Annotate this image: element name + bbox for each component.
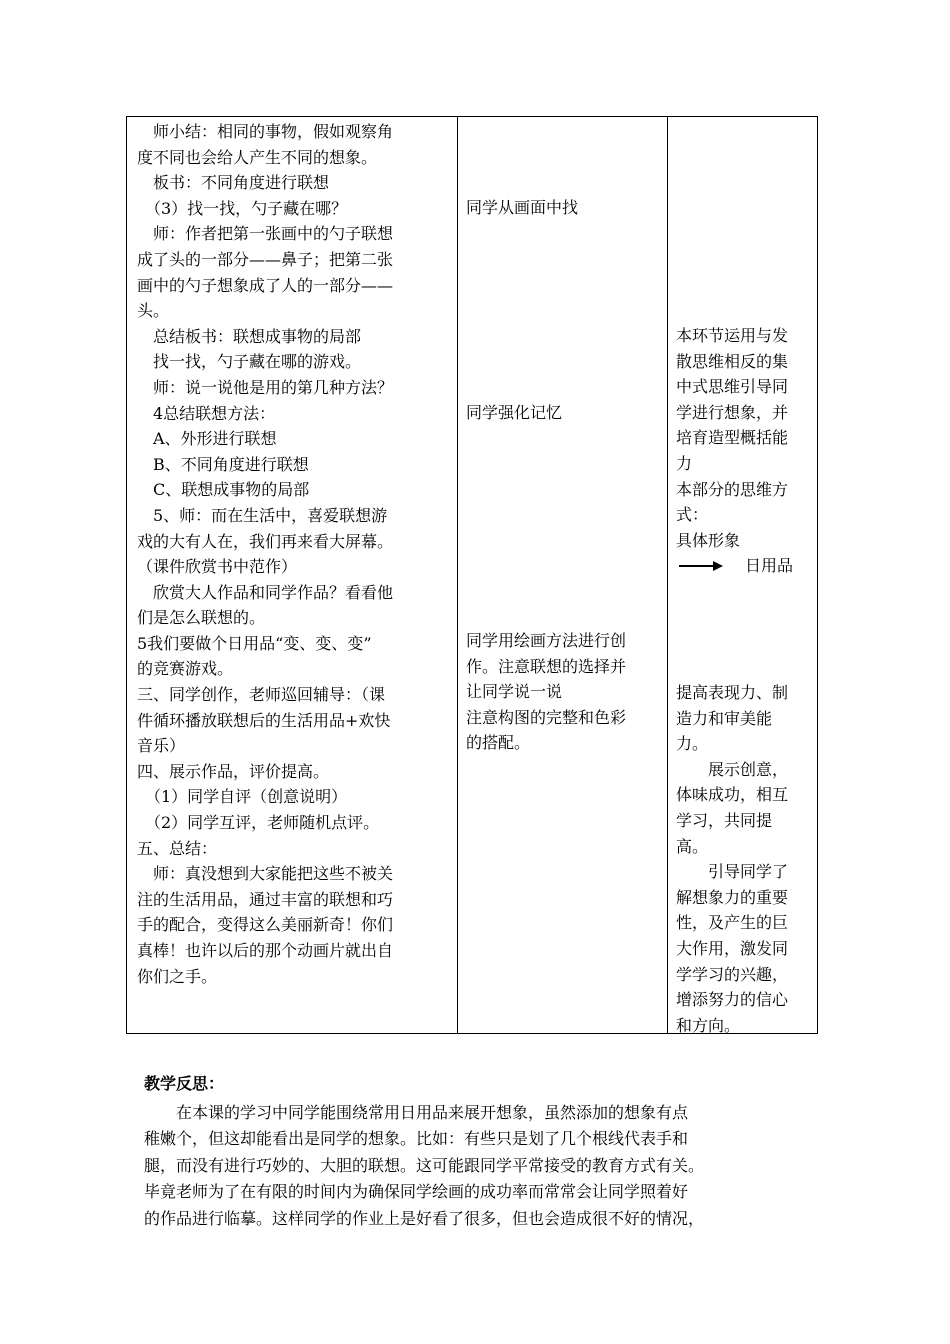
text-line: 五、总结：	[137, 838, 218, 858]
design-intent-a	[676, 323, 788, 553]
text-line: 培育造型概括能	[676, 428, 789, 448]
design-intent-b	[676, 680, 788, 1038]
text-line: （课件欣赏书中范作）	[137, 557, 298, 577]
text-line: 增添努力的信心	[676, 990, 789, 1010]
text-line: 戏的大有人在，我们再来看大屏幕。	[137, 531, 394, 551]
text-line: A、外形进行联想	[137, 429, 277, 449]
student-activity-b: 同学强化记忆	[466, 403, 563, 422]
text-line: 造力和审美能	[676, 708, 773, 728]
teacher-activity-text	[137, 119, 455, 989]
teacher-activity-column	[137, 119, 455, 989]
text-line: 师：说一说他是用的第几种方法？	[137, 377, 394, 397]
text-line: 注的生活用品，通过丰富的联想和巧	[137, 889, 394, 909]
text-line: 引导同学了	[676, 862, 789, 882]
student-activity-c	[466, 628, 626, 756]
text-line: 手的配合，变得这么美丽新奇！你们	[137, 915, 394, 935]
text-line: 画中的勺子想象成了人的一部分——	[137, 275, 394, 295]
text-line: 学进行想象，并	[676, 402, 789, 422]
text-line: 欣赏大人作品和同学作品？看看他	[137, 582, 394, 602]
text-line: 本部分的思维方	[676, 479, 789, 499]
text-line: 度不同也会给人产生不同的想象。	[137, 147, 378, 167]
reflection-heading: 教学反思：	[144, 1074, 225, 1093]
text-line: 稚嫩个，但这却能看出是同学的想象。比如：有些只是划了几个根线代表手和	[144, 1129, 689, 1148]
column-divider	[457, 117, 458, 1033]
text-line: 高。	[676, 836, 709, 856]
thinking-arrow-row	[676, 553, 793, 579]
text-line: 毕竟老师为了在有限的时间内为确保同学绘画的成功率而常常会让同学照着好	[144, 1182, 689, 1201]
text-line: 让同学说一说	[466, 682, 563, 702]
text-line: 式：	[676, 505, 709, 525]
text-line: 腿，而没有进行巧妙的、大胆的联想。这可能跟同学平常接受的教育方式有关。	[144, 1155, 705, 1175]
text-line: 在本课的学习中同学能围绕常用日用品来展开想象，虽然添加的想象有点	[144, 1102, 689, 1122]
lesson-table	[126, 116, 818, 1034]
column-divider	[667, 117, 668, 1033]
text-line: 散思维相反的集	[676, 351, 789, 371]
text-line: 四、展示作品，评价提高。	[137, 761, 330, 781]
text-line: 同学用绘画方法进行创	[466, 631, 627, 650]
text-line: 学习，共同提	[676, 810, 773, 830]
text-line: 力。	[676, 734, 709, 754]
text-line: 学学习的兴趣，	[676, 964, 789, 984]
text-line: 作。注意联想的选择并	[466, 656, 627, 676]
text-line: 展示创意，	[676, 759, 789, 779]
text-line: 注意构图的完整和色彩	[466, 707, 627, 727]
text-line: 师：作者把第一张画中的勺子联想	[137, 224, 394, 244]
teaching-reflection	[144, 1071, 824, 1232]
text-line: 5、师：而在生活中，喜爱联想游	[137, 505, 388, 525]
text-line: 中式思维引导同	[676, 377, 789, 397]
text-line: C、联想成事物的局部	[137, 480, 310, 500]
text-line: 头。	[137, 301, 170, 321]
text-line: 具体形象	[676, 530, 741, 550]
text-line: 板书：不同角度进行联想	[137, 173, 330, 193]
text-line: 的搭配。	[466, 733, 531, 753]
text-line: 提高表现力、制	[676, 683, 789, 702]
text-line: 5我们要做个日用品“变、变、变”	[137, 633, 372, 653]
text-line: 们是怎么联想的。	[137, 608, 266, 628]
text-line: 音乐）	[137, 736, 186, 756]
text-line: 师：真没想到大家能把这些不被关	[137, 864, 394, 884]
text-line: 解想象力的重要	[676, 887, 789, 907]
text-line: 的作品进行临摹。这样同学的作业上是好看了很多，但也会造成很不好的情况，	[144, 1208, 705, 1228]
text-line: 找一找，勺子藏在哪的游戏。	[137, 352, 362, 372]
student-activity-a: 同学从画面中找	[466, 198, 579, 217]
text-line: 4总结联想方法：	[137, 403, 276, 423]
text-line: （3）找一找，勺子藏在哪？	[137, 198, 348, 218]
text-line: 三、同学创作，老师巡回辅导：（课	[137, 685, 386, 705]
text-line: 你们之手。	[137, 966, 218, 986]
text-line: 件循环播放联想后的生活用品+欢快	[137, 710, 391, 730]
text-line: 师小结：相同的事物，假如观察角	[137, 122, 394, 141]
text-line: （1）同学自评（创意说明）	[137, 787, 348, 807]
text-line: 总结板书：联想成事物的局部	[137, 326, 362, 346]
text-line: B、不同角度进行联想	[137, 454, 309, 474]
text-line: （2）同学互评，老师随机点评。	[137, 813, 380, 833]
text-line: 体味成功，相互	[676, 785, 789, 805]
text-line: 大作用，激发同	[676, 938, 789, 958]
text-line: 力	[676, 453, 693, 473]
text-line: 的竞赛游戏。	[137, 659, 234, 679]
text-line: 和方向。	[676, 1015, 741, 1035]
text-line: 成了头的一部分——鼻子；把第二张	[137, 249, 394, 269]
reflection-body	[144, 1100, 824, 1233]
text-line: 真棒！也许以后的那个动画片就出自	[137, 941, 394, 960]
right-arrow-icon	[679, 560, 723, 572]
text-line: 性，及产生的巨	[676, 913, 789, 933]
arrow-label: 日用品	[745, 556, 794, 575]
text-line: 本环节运用与发	[676, 326, 789, 345]
